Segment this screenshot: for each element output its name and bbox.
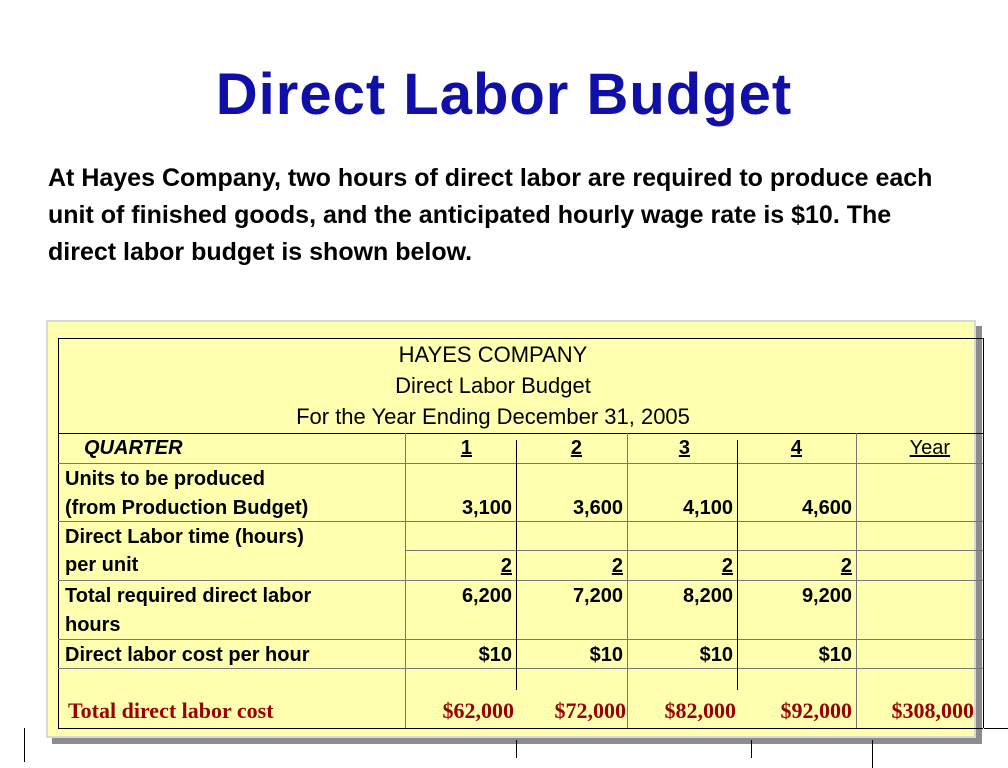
column-header-q2: 2 xyxy=(570,437,582,459)
total-hours-q4: 9,200 xyxy=(801,585,852,607)
bottom-tick xyxy=(751,740,752,758)
total-cost-q4: $92,000 xyxy=(780,698,852,723)
row-separator xyxy=(58,463,983,464)
hours-per-unit-q4: 2 xyxy=(840,555,852,577)
row-label-units: Units to be produced xyxy=(65,468,265,490)
row-separator xyxy=(58,639,983,640)
column-header-year: Year xyxy=(909,437,950,459)
units-q2: 3,600 xyxy=(572,497,623,519)
units-q3: 4,100 xyxy=(682,497,733,519)
table-bottom-border xyxy=(58,728,983,729)
column-separator xyxy=(405,433,406,728)
column-separator xyxy=(856,433,857,728)
column-separator xyxy=(627,433,628,728)
row-label-cost-per-hour: Direct labor cost per hour xyxy=(65,644,310,666)
table-company-name: HAYES COMPANY xyxy=(398,342,588,367)
cost-per-hour-q3: $10 xyxy=(699,644,733,666)
total-cost-q2: $72,000 xyxy=(554,698,626,723)
total-cost-year: $308,000 xyxy=(891,698,974,723)
cost-per-hour-q4: $10 xyxy=(818,644,852,666)
units-q4: 4,600 xyxy=(801,497,852,519)
column-header-q4: 4 xyxy=(790,437,802,459)
total-hours-q3: 8,200 xyxy=(682,585,733,607)
intro-paragraph: At Hayes Company, two hours of direct labor are required to produce each unit of finished goods, and the anticipated hourly wage rate is $10. The direct labor budget is shown below. xyxy=(48,164,933,266)
hours-per-unit-q3: 2 xyxy=(721,555,733,577)
hours-per-unit-q1: 2 xyxy=(500,555,512,577)
bottom-tick xyxy=(516,740,517,758)
row-separator xyxy=(58,580,983,581)
total-cost-q3: $82,000 xyxy=(664,698,736,723)
column-separator xyxy=(737,440,738,690)
cost-per-hour-q1: $10 xyxy=(478,644,512,666)
slide-title: Direct Labor Budget xyxy=(215,62,793,127)
total-label: Total direct labor cost xyxy=(68,698,274,723)
bottom-tick xyxy=(872,740,873,768)
row-label-per-unit: per unit xyxy=(65,554,139,576)
bottom-tick xyxy=(24,728,25,762)
table-top-border xyxy=(58,338,983,339)
row-label-labor-time: Direct Labor time (hours) xyxy=(65,526,304,548)
units-q1: 3,100 xyxy=(461,497,512,519)
row-label-total-hours: Total required direct labor xyxy=(65,585,312,607)
column-header-q1: 1 xyxy=(460,437,472,459)
quarter-label: QUARTER xyxy=(84,437,183,459)
row-label-hours: hours xyxy=(65,614,121,636)
total-hours-q2: 7,200 xyxy=(572,585,623,607)
table-budget-name: Direct Labor Budget xyxy=(395,373,591,398)
total-cost-q1: $62,000 xyxy=(442,698,514,723)
total-hours-q1: 6,200 xyxy=(461,585,512,607)
cost-per-hour-q2: $10 xyxy=(589,644,623,666)
column-separator xyxy=(516,440,517,690)
hours-per-unit-q2: 2 xyxy=(611,555,623,577)
row-separator xyxy=(405,550,983,551)
row-label-units-source: (from Production Budget) xyxy=(65,497,309,519)
column-header-q3: 3 xyxy=(678,437,690,459)
bottom-rule xyxy=(984,728,1008,729)
table-period: For the Year Ending December 31, 2005 xyxy=(296,404,690,429)
